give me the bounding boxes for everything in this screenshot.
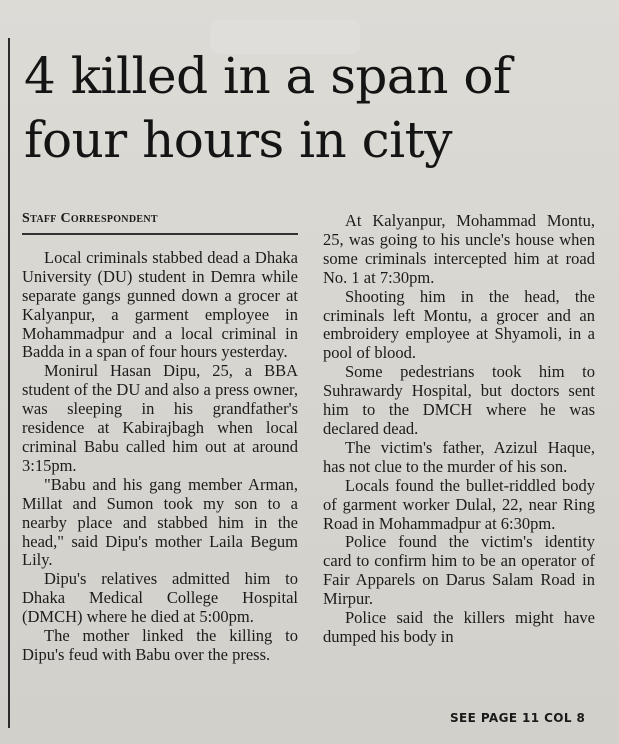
byline: Staff Correspondent <box>22 211 158 226</box>
article-column-right <box>323 212 595 647</box>
paragraph: At Kalyanpur, Mohammad Montu, 25, was going to his uncle's house when some criminals intercepted him at road No. 1 at 7:30pm. <box>323 211 595 287</box>
paragraph: Locals found the bullet-riddled body of garment worker Dulal, 22, near Ring Road in Mohammadpur at 6:30pm. <box>323 475 595 533</box>
paragraph: Monirul Hasan Dipu, 25, a BBA student of the DU and also a press owner, was sleeping in his grandfather's residence at Kabirajbagh when local criminal Babu called him out at around 3:15pm. <box>22 361 298 475</box>
paragraph: Shooting him in the head, the criminals left Montu, a grocer and an embroidery employee at Shyamoli, in a pool of blood. <box>323 286 595 363</box>
paragraph: Local criminals stabbed dead a Dhaka University (DU) student in Demra while separate gangs gunned down a grocer at Kalyanpur, a garment employee in Mohammadpur and a local criminal in Badda in a span of four hours yesterday. <box>22 247 298 362</box>
paragraph: Police found the victim's identity card to confirm him to be an operator of Fair Apparels on Darus Salam Road in Mirpur. <box>323 532 595 609</box>
paragraph: Dipu's relatives admitted him to Dhaka Medical College Hospital (DMCH) where he died at 5:00pm. <box>22 569 298 627</box>
headline: 4 killed in a span of four hours in city <box>24 47 511 169</box>
continuation-jump-line: SEE PAGE 11 COL 8 <box>450 711 586 725</box>
paragraph: The mother linked the killing to Dipu's feud with Babu over the press. <box>22 626 298 664</box>
paragraph: Some pedestrians took him to Suhrawardy Hospital, but doctors sent him to the DMCH where he was declared dead. <box>323 362 595 438</box>
paragraph: Police said the killers might have dumped his body in <box>323 608 595 646</box>
byline-rule <box>22 233 298 235</box>
paragraph: "Babu and his gang member Arman, Millat and Sumon took my son to a nearby place and stabbed him in the head," said Dipu's mother Laila Begum Lily. <box>22 474 298 570</box>
paragraph: The victim's father, Azizul Haque, has not clue to the murder of his son. <box>323 437 595 476</box>
article-column-left <box>22 210 298 665</box>
column-rule <box>8 38 10 728</box>
